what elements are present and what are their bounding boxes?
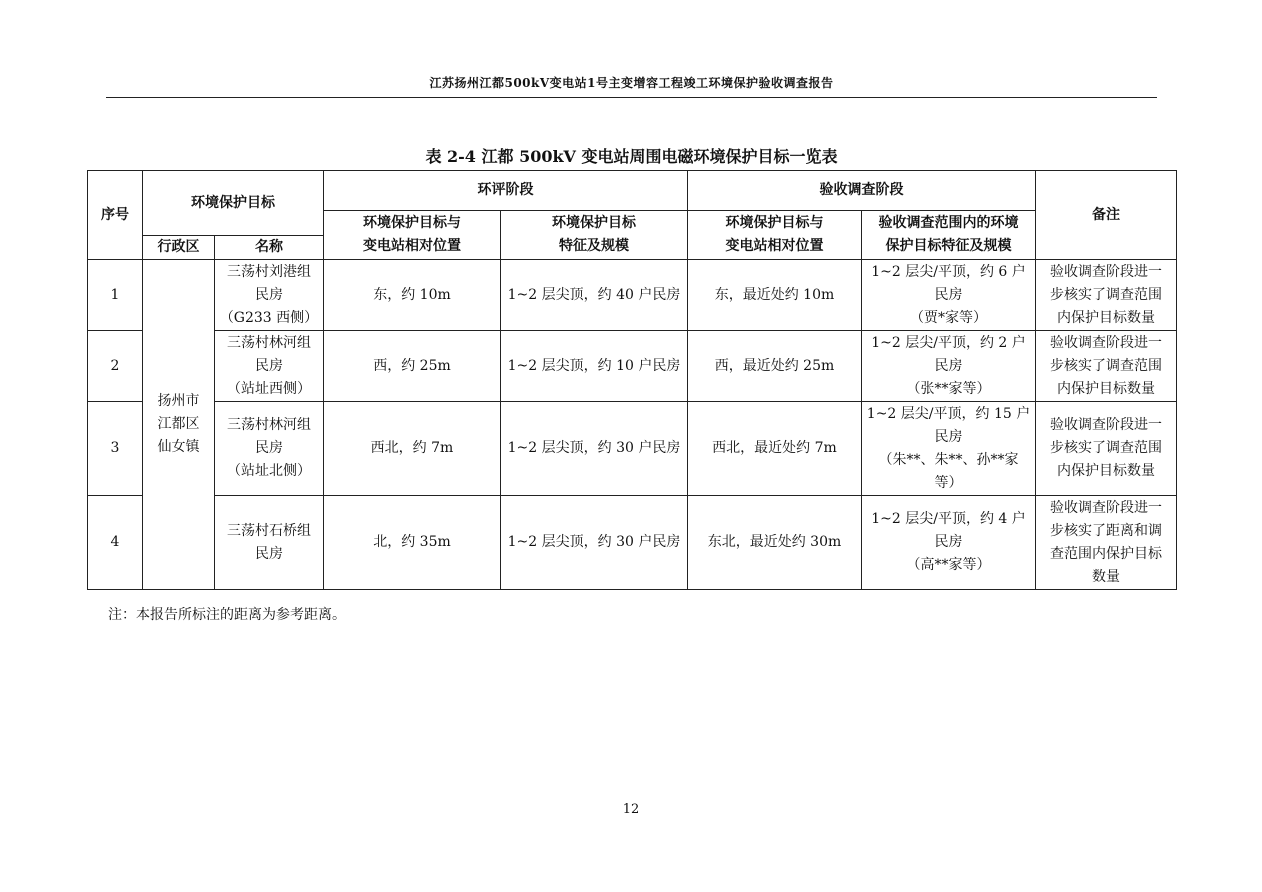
row-acc-feature-line: （贾*家等） [910, 309, 987, 326]
header-eia-position-line2: 变电站相对位置 [363, 238, 461, 254]
row-acc-position: 西，最近处约 25m [688, 331, 862, 402]
report-header: 江苏扬州江都500kV变电站1号主变增容工程竣工环境保护验收调查报告 [106, 74, 1157, 98]
header-district: 行政区 [143, 236, 215, 260]
row-acc-feature-line: （高**家等） [906, 557, 991, 573]
row-name-line: 三荡村石桥组 [227, 522, 311, 539]
row-eia-feature: 1~2 层尖顶，约 30 户民房 [501, 402, 688, 496]
table-row [88, 260, 1177, 331]
protection-targets-table [87, 170, 1177, 590]
header-acc-position [688, 211, 862, 260]
row-remarks-line: 步核实了距离和调 [1050, 522, 1162, 539]
row-name [215, 402, 324, 496]
header-seq: 序号 [88, 171, 143, 260]
header-acc-feature [862, 211, 1036, 260]
header-eia-position [324, 211, 501, 260]
row-eia-feature: 1~2 层尖顶，约 40 户民房 [501, 260, 688, 331]
row-remarks [1036, 331, 1177, 402]
table-row [88, 331, 1177, 402]
row-remarks-line: 步核实了调查范围 [1050, 357, 1162, 374]
district-line3: 仙女镇 [157, 439, 200, 455]
page-number: 12 [622, 802, 640, 817]
row-remarks-line: 内保护目标数量 [1057, 463, 1155, 479]
header-remarks: 备注 [1036, 171, 1177, 260]
row-acc-feature-line: 1~2 层尖/平顶，约 4 户 [871, 511, 1026, 527]
district-line1: 扬州市 [157, 393, 200, 409]
row-name-line: （G233 西侧） [219, 309, 319, 326]
header-acc-feature-line2: 保护目标特征及规模 [885, 238, 1012, 254]
row-seq: 3 [88, 402, 143, 496]
row-seq: 4 [88, 496, 143, 590]
row-acc-feature-line: 等） [934, 474, 963, 491]
row-acc-feature-line: 民房 [934, 428, 963, 445]
row-acc-feature [862, 496, 1036, 590]
row-remarks-line: 查范围内保护目标 [1050, 545, 1162, 562]
row-eia-position: 东，约 10m [324, 260, 501, 331]
row-name-line: 民房 [255, 440, 283, 456]
header-eia-feature [501, 211, 688, 260]
row-remarks-line: 验收调查阶段进一 [1050, 263, 1162, 280]
row-acc-feature-line: 民房 [934, 357, 963, 374]
district-line2: 江都区 [157, 416, 200, 432]
row-seq: 1 [88, 260, 143, 331]
row-acc-feature-line: 民房 [934, 286, 963, 303]
header-acc-position-line2: 变电站相对位置 [725, 238, 824, 254]
header-eia-feature-line1: 环境保护目标 [552, 215, 636, 231]
row-name-line: （站址西侧） [227, 380, 311, 397]
row-remarks-line: 内保护目标数量 [1057, 309, 1155, 326]
row-acc-feature-line: 1~2 层尖/平顶，约 15 户 [866, 405, 1031, 422]
row-name [215, 260, 324, 331]
row-remarks [1036, 402, 1177, 496]
table-caption: 表 2-4 江都 500kV 变电站周围电磁环境保护目标一览表 [425, 147, 838, 166]
row-acc-feature-line: 1~2 层尖/平顶，约 6 户 [871, 263, 1026, 280]
header-target: 环境保护目标 [143, 171, 324, 236]
row-remarks-line: 验收调查阶段进一 [1050, 417, 1162, 433]
row-acc-feature [862, 260, 1036, 331]
row-remarks-line: 验收调查阶段进一 [1050, 334, 1162, 351]
row-remarks-line: 数量 [1092, 568, 1120, 585]
row-remarks [1036, 496, 1177, 590]
row-name-line: （站址北侧） [227, 463, 311, 479]
row-seq: 2 [88, 331, 143, 402]
table-row [88, 496, 1177, 590]
row-acc-feature-line: （朱**、朱**、孙**家 [878, 451, 1019, 468]
header-acc-position-line1: 环境保护目标与 [725, 215, 824, 231]
header-name: 名称 [215, 236, 324, 260]
row-acc-position: 东，最近处约 10m [688, 260, 862, 331]
row-name-line: 民房 [255, 357, 283, 374]
row-acc-feature-line: 1~2 层尖/平顶，约 2 户 [871, 334, 1026, 351]
row-name-line: 民房 [255, 545, 283, 562]
row-name-line: 三荡村林河组 [227, 334, 311, 351]
row-acc-feature-line: 民房 [934, 534, 963, 550]
row-acc-feature-line: （张**家等） [906, 380, 991, 397]
row-eia-feature: 1~2 层尖顶，约 10 户民房 [501, 331, 688, 402]
row-name [215, 331, 324, 402]
row-name [215, 496, 324, 590]
row-remarks-line: 步核实了调查范围 [1050, 286, 1162, 303]
row-acc-feature [862, 331, 1036, 402]
row-eia-position: 西北，约 7m [324, 402, 501, 496]
row-remarks [1036, 260, 1177, 331]
row-eia-feature: 1~2 层尖顶，约 30 户民房 [501, 496, 688, 590]
header-eia-stage: 环评阶段 [324, 171, 688, 211]
row-acc-feature [862, 402, 1036, 496]
header-acceptance-stage: 验收调查阶段 [688, 171, 1036, 211]
row-name-line: 三荡村刘港组 [227, 263, 311, 280]
row-acc-position: 西北，最近处约 7m [688, 402, 862, 496]
row-eia-position: 西，约 25m [324, 331, 501, 402]
header-eia-feature-line2: 特征及规模 [559, 238, 629, 254]
row-name-line: 三荡村林河组 [227, 417, 311, 433]
row-remarks-line: 步核实了调查范围 [1050, 440, 1162, 456]
row-name-line: 民房 [255, 286, 283, 303]
header-eia-position-line1: 环境保护目标与 [363, 215, 461, 231]
header-acc-feature-line1: 验收调查范围内的环境 [878, 215, 1019, 231]
row-remarks-line: 验收调查阶段进一 [1050, 499, 1162, 516]
row-remarks-line: 内保护目标数量 [1057, 380, 1155, 397]
district-cell [143, 260, 215, 590]
table-note: 注：本报告所标注的距离为参考距离。 [108, 607, 346, 623]
row-acc-position: 东北，最近处约 30m [688, 496, 862, 590]
table-row [88, 402, 1177, 496]
row-eia-position: 北，约 35m [324, 496, 501, 590]
